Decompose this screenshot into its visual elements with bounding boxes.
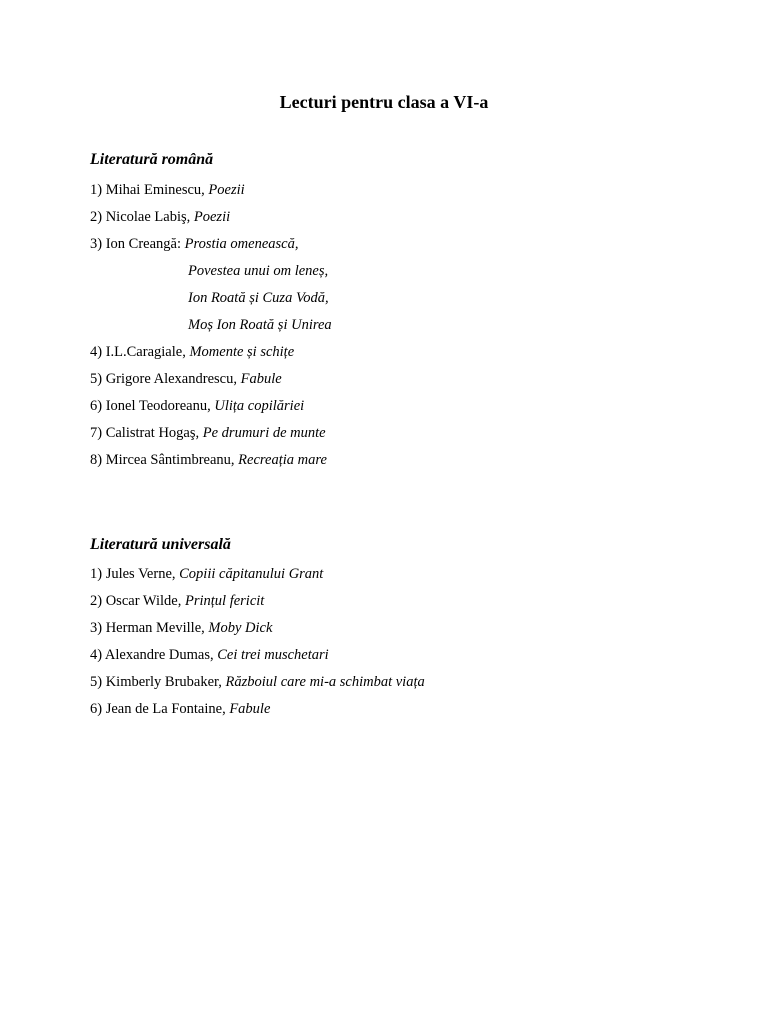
work-title: Copiii căpitanului Grant (179, 566, 324, 582)
list-item (90, 618, 425, 645)
work-title: Momente și schițe (189, 344, 295, 360)
work-title: Povestea unui om leneș, (188, 263, 329, 279)
author-name: 1) Jules Verne, (90, 566, 180, 582)
work-title: Prințul fericit (184, 593, 265, 609)
work-title: Fabule (229, 701, 271, 717)
author-name: 2) Nicolae Labiş, (90, 209, 194, 225)
author-name: 8) Mircea Sântimbreanu, (90, 452, 239, 468)
universal-literature-list (90, 564, 425, 726)
list-item-continuation (90, 315, 332, 342)
work-title: Recreația mare (238, 452, 327, 468)
work-title: Moby Dick (208, 620, 273, 636)
work-title: Ulița copilăriei (214, 398, 305, 414)
work-title: Poezii (193, 209, 231, 225)
list-item (90, 369, 332, 396)
work-title: Fabule (240, 371, 282, 387)
document-title: Lecturi pentru clasa a VI-a (279, 92, 489, 112)
list-item-continuation (90, 288, 332, 315)
author-name: 6) Ionel Teodoreanu, (90, 398, 215, 414)
list-item (90, 423, 332, 450)
list-item (90, 234, 332, 261)
author-name: 2) Oscar Wilde, (90, 593, 185, 609)
author-name: 7) Calistrat Hogaş, (90, 425, 203, 441)
work-title: Poezii (208, 182, 245, 198)
list-item-continuation (90, 261, 332, 288)
work-title: Ion Roată și Cuza Vodă, (188, 290, 329, 306)
list-item (90, 207, 332, 234)
author-name: 1) Mihai Eminescu, (90, 182, 209, 198)
list-item (90, 180, 332, 207)
author-name: 3) Herman Meville, (90, 620, 209, 636)
list-item (90, 699, 425, 726)
list-item (90, 645, 425, 672)
author-name: 5) Grigore Alexandrescu, (90, 371, 241, 387)
author-name: 4) I.L.Caragiale, (90, 344, 190, 360)
list-item (90, 564, 425, 591)
list-item (90, 450, 332, 477)
work-title: Moș Ion Roată și Unirea (188, 317, 332, 333)
list-item (90, 672, 425, 699)
author-name: 4) Alexandre Dumas, (90, 647, 218, 663)
author-name: 6) Jean de La Fontaine, (90, 701, 230, 717)
author-name: 3) Ion Creangă: (90, 236, 185, 252)
work-title: Cei trei muschetari (217, 647, 329, 663)
section-heading-romanian-literature: Literatură română (90, 151, 214, 168)
work-title: Prostia omenească, (184, 236, 299, 252)
author-name: 5) Kimberly Brubaker, (90, 674, 226, 690)
section-heading-universal-literature: Literatură universală (90, 536, 231, 553)
work-title: Războiul care mi-a schimbat viața (225, 674, 425, 690)
list-item (90, 342, 332, 369)
romanian-literature-list (90, 180, 332, 477)
list-item (90, 396, 332, 423)
list-item (90, 591, 425, 618)
work-title: Pe drumuri de munte (202, 425, 326, 441)
